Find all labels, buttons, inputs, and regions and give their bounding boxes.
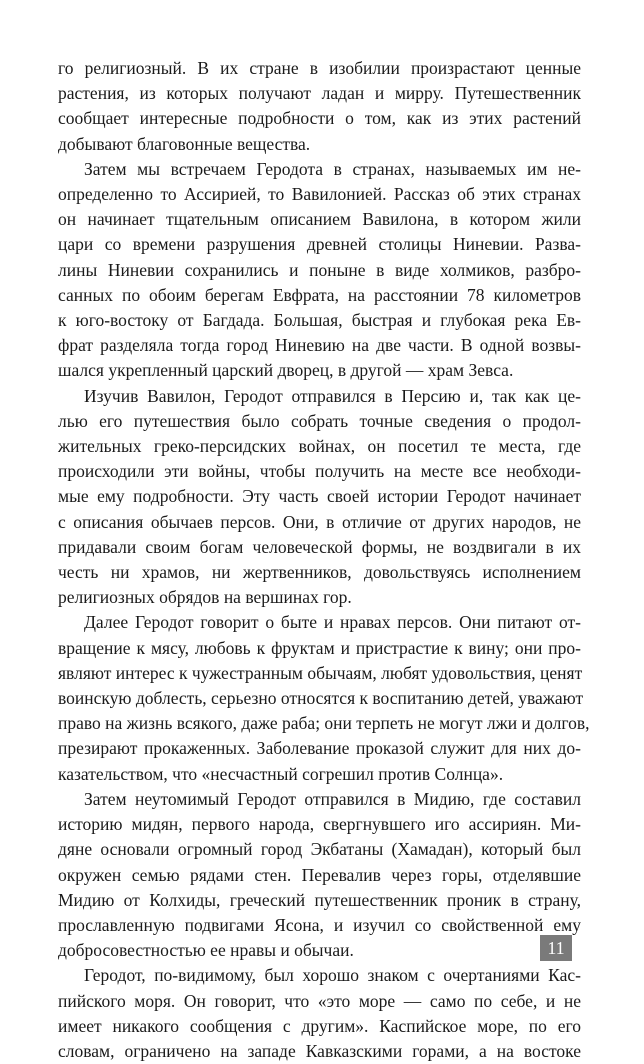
text-line: являют интерес к чужестранным обычаям, любят удовольствия, ценят: [58, 662, 583, 683]
text-line: Затем мы встречаем Геродота в странах, называемых им не-: [84, 158, 581, 179]
text-line: Мидию от Колхиды, греческий путешественник проник в страну,: [58, 889, 581, 910]
text-line: честь ни храмов, ни жертвенников, довольствуясь исполнением: [58, 562, 581, 583]
text-line: к юго-востоку от Багдада. Большая, быстрая и глубокая река Ев-: [58, 310, 581, 331]
text-line: шался укрепленный царский дворец, в другой — храм Зевса.: [58, 360, 514, 381]
text-line: лью его путешествия было собрать точные сведения о продол-: [58, 410, 581, 431]
paragraph: [58, 787, 581, 963]
text-line: Далее Геродот говорит о быте и нравах персов. Они питают от-: [84, 612, 581, 633]
text-line: вращение к мясу, любовь к фруктам и пристрастие к вину; они про-: [58, 637, 581, 658]
text-line: прославленную подвигами Ясона, и изучил со свойственной ему: [58, 914, 581, 935]
page-body: [58, 56, 590, 1064]
paragraph: [58, 157, 581, 384]
text-line: окружен семью рядами стен. Перевалив через горы, отделявшие: [58, 864, 581, 885]
text-line: фрат разделяла тогда город Ниневию на две части. В одной возвы-: [58, 335, 581, 356]
text-line: пийского моря. Он говорит, что «это море — само по себе, и не: [58, 990, 581, 1011]
text-line: мые ему подробности. Эту часть своей истории Геродот начинает: [58, 486, 581, 507]
paragraph: [58, 963, 581, 1064]
text-line: Затем неутомимый Геродот отправился в Мидию, где составил: [84, 788, 581, 809]
text-line: Геродот, по-видимому, был хорошо знаком с очертаниями Кас-: [84, 965, 581, 986]
text-line: добывают благовонные вещества.: [58, 133, 311, 154]
text-line: санных по обоим берегам Евфрата, на расстоянии 78 километров: [58, 284, 581, 305]
text-line: определенно то Ассирией, то Вавилонией. Рассказ об этих странах: [58, 184, 581, 205]
text-line: историю мидян, первого народа, свергнувшего иго ассириян. Ми-: [58, 814, 581, 835]
text-line: дяне основали огромный город Экбатаны (Хамадан), который был: [58, 839, 581, 860]
text-line: словам, ограничено на западе Кавказскими горами, а на востоке: [58, 1040, 581, 1061]
text-line: растения, из которых получают ладан и мирру. Путешественник: [58, 83, 581, 104]
text-line: жительных греко-персидских войнах, он посетил те места, где: [58, 436, 581, 457]
page-number: 11: [540, 935, 572, 961]
paragraph: [58, 384, 581, 611]
text-line: Изучив Вавилон, Геродот отправился в Персию и, так как це-: [84, 385, 581, 406]
text-line: сообщает интересные подробности о том, как из этих растений: [58, 108, 581, 129]
text-line: происходили эти войны, чтобы получить на месте все необходи-: [58, 461, 581, 482]
text-line: имеет никакого сообщения с другим». Каспийское море, по его: [58, 1015, 581, 1036]
text-line: казательством, что «несчастный согрешил против Солнца».: [58, 763, 504, 784]
text-line: го религиозный. В их стране в изобилии произрастают ценные: [58, 58, 581, 78]
text-line: добросовестностью ее нравы и обычаи.: [58, 940, 354, 961]
text-line: воинскую доблесть, серьезно относятся к воспитанию детей, уважают: [58, 688, 584, 709]
text-line: презирают прокаженных. Заболевание проказой служит для них до-: [58, 738, 581, 759]
text-line: он начинает тщательным описанием Вавилона, в котором жили: [58, 209, 581, 230]
text-line: религиозных обрядов на вершинах гор.: [58, 587, 352, 608]
text-line: с описания обычаев персов. Они, в отличие от других народов, не: [58, 511, 581, 532]
text-line: лины Ниневии сохранились и поныне в виде холмиков, разбро-: [58, 259, 581, 280]
paragraph: [58, 610, 590, 786]
paragraph: [58, 56, 581, 157]
text-line: цари со времени разрушения древней столицы Ниневии. Разва-: [58, 234, 581, 255]
text-line: право на жизнь всякого, даже раба; они терпеть не могут лжи и долгов,: [58, 713, 590, 734]
text-line: придавали своим богам человеческой формы, не воздвигали в их: [58, 536, 581, 557]
